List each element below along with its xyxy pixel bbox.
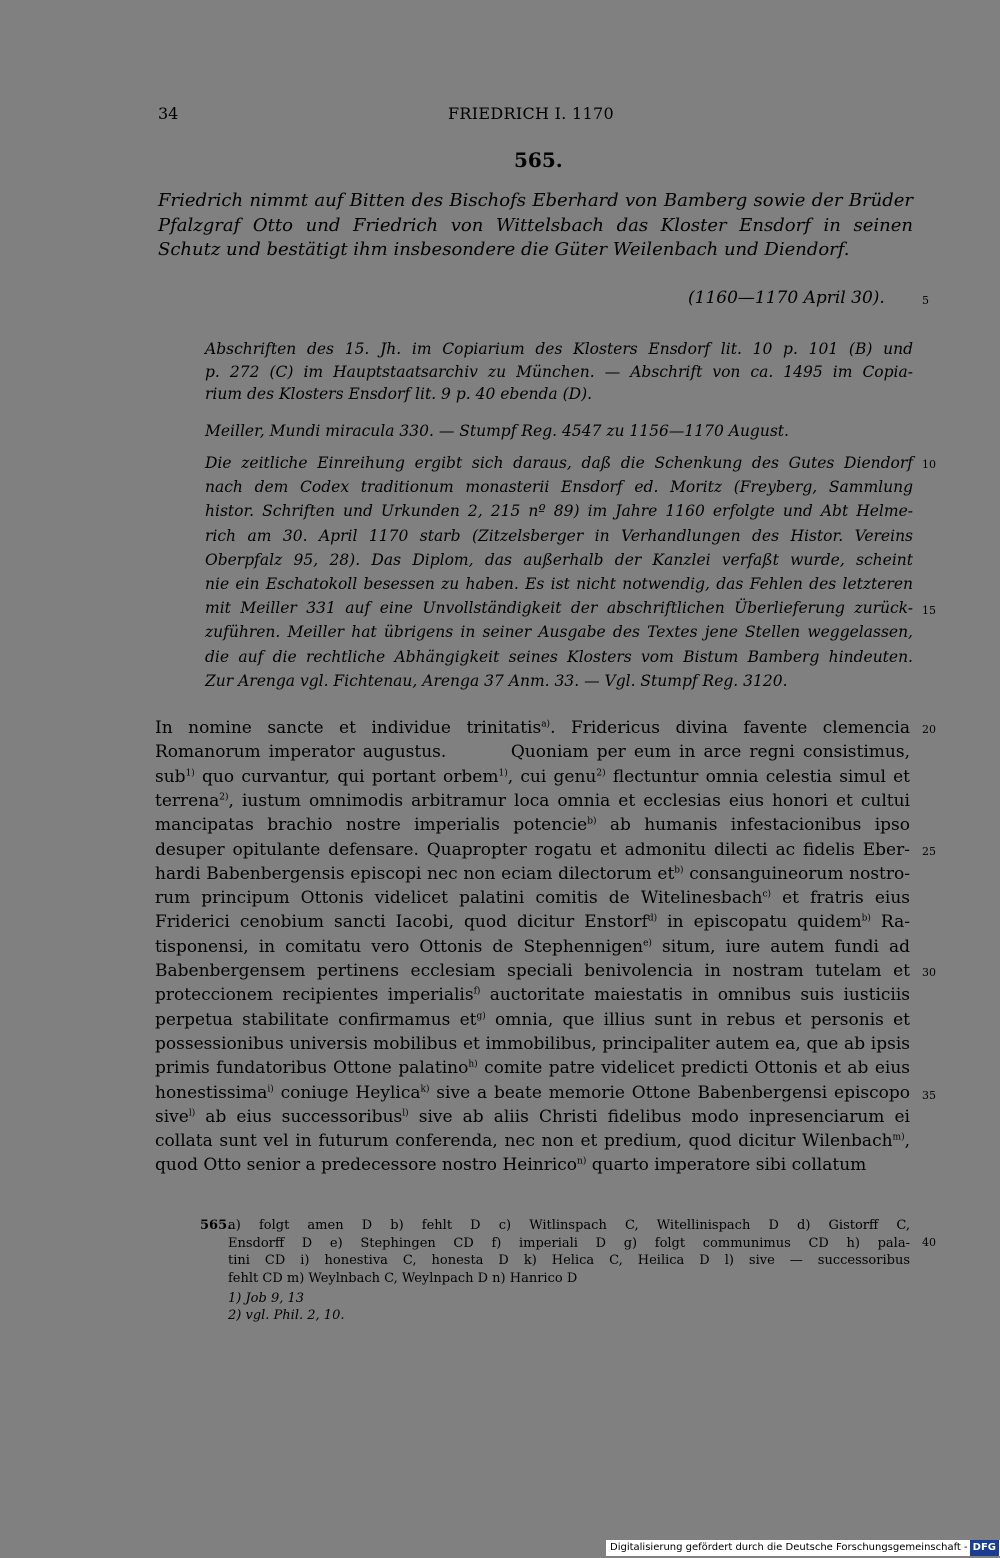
footnote-marker: e) [643,938,652,949]
text-line: primis fundatoribus Ottone palatino$^{h)}$ comite patre videlicet predicti Ottonis et ab eius [155,1058,910,1079]
citation-line: 1) Job 9, 13 [228,1291,305,1306]
footnote-marker: a) [541,719,551,730]
text-line: mancipatas brachio nostre imperialis potencie$^{b)}$ ab humanis infestacionibus ipso [155,815,910,836]
text-line: proteccionem recipientes imperialis$^{f)}$ auctoritate maiestatis in omnibus suis iusticiis [155,985,910,1006]
line-number: 30 [922,966,936,979]
line-number: 25 [922,845,936,858]
footnote-marker: h) [468,1059,478,1070]
apparatus-line: fehlt CD m) Weylnbach C, Weylnpach D n) Hanrico D [228,1270,578,1286]
regest-line: Schutz und bestätigt ihm insbesondere die Güter Weilenbach und Diendorf. [158,239,850,260]
page-number: 34 [158,104,179,123]
citation-line: 2) vgl. Phil. 2, 10. [228,1308,345,1323]
running-title: FRIEDRICH I. 1170 [448,104,614,123]
text-line: quod Otto senior a predecessore nostro Heinrico$^{n)}$ quarto imperatore sibi collatum [155,1155,867,1176]
footnote-marker: l) [188,1108,196,1119]
footnote-marker: d) [647,913,658,924]
commentary-line: Oberpfalz 95, 28). Das Diplom, das außerhalb der Kanzlei verfaßt wurde, scheint [205,550,913,569]
document-number: 565. [514,148,563,172]
text-line: sive$^{l)}$ ab eius successoribus$^{l)}$ sive ab aliis Christi fidelibus modo inpresenciarum ei [155,1106,910,1127]
commentary-line: Die zeitliche Einreihung ergibt sich daraus, daß die Schenkung des Gutes Diendorf [205,454,913,472]
text-line: desuper opitulante defensare. Quapropter rogatu et admonitu dilecti ac fidelis Eber- [155,839,910,860]
footnote-marker: m) [892,1132,905,1143]
commentary-line: nach dem Codex traditionum monasterii Ensdorf ed. Moritz (Freyberg, Sammlung [205,478,913,497]
dfg-logo: DFG [970,1540,999,1556]
footnote-marker: c) [762,889,771,900]
text-line: rum principum Ottonis videlicet palatini comitis de Witelinesbach$^{c)}$ et fratris eius [155,888,910,909]
footnote-marker: i) [267,1083,274,1094]
footnote-marker: g) [476,1010,486,1021]
text-line: Romanorum imperator augustus. Quoniam per eum in arce regni consistimus, [155,742,910,763]
footnote-marker: b) [587,816,597,827]
commentary-line: histor. Schriften und Urkunden 2, 215 nº 89) im Jahre 1160 erfolgte und Abt Helme- [205,502,913,521]
footnote-marker: n) [577,1156,587,1167]
source-line: rium des Klosters Ensdorf lit. 9 p. 40 ebenda (D). [205,385,593,403]
commentary-line: zuführen. Meiller hat übrigens in seiner Ausgabe des Textes jene Stellen weggelassen, [205,623,913,642]
footnote-marker: 1) [185,767,195,778]
commentary-line: Zur Arenga vgl. Fichtenau, Arenga 37 Anm. 33. — Vgl. Stumpf Reg. 3120. [205,671,788,690]
digitization-text: Digitalisierung gefördert durch die Deutsche Forschungsgemeinschaft - [610,1542,968,1553]
regest-line: Friedrich nimmt auf Bitten des Bischofs Eberhard von Bamberg sowie der Brüder [158,190,913,211]
text-line: In nomine sancte et individue trinitatis$^{a)}$. Fridericus divina favente clemencia [155,718,910,738]
text-line: hardi Babenbergensis episcopi nec non eciam dilectorum $et^{b)}$ consanguineorum nostro- [155,863,910,884]
source-line: p. 272 (C) im Hauptstaatsarchiv zu München. — Abschrift von ca. 1495 im Copia- [205,362,913,381]
commentary-line: nie ein Eschatokoll besessen zu haben. Es ist nicht notwendig, das Fehlen des letzteren [205,575,913,593]
document-date: (1160—1170 April 30). [688,288,885,308]
commentary-line: rich am 30. April 1170 starb (Zitzelsberger in Verhandlungen des Histor. Vereins [205,526,913,545]
line-number: 10 [922,458,936,471]
text-line: collata sunt vel in futurum conferenda, nec non et predium, quod dicitur Wilenbach$^{m)}$, [155,1131,910,1152]
line-number: 35 [922,1089,936,1102]
line-number: 40 [922,1236,936,1249]
text-line: honestissima$^{i)}$ coniuge Heylica$^{k)}$ sive a beate memorie Ottone Babenbergensi episcopo [155,1082,910,1103]
text-line: terrena$^{2)}$, iustum omnimodis arbitramur loca omnia et ecclesias eius honori et cultui [155,790,910,811]
commentary-line: mit Meiller 331 auf eine Unvollständigkeit der abschriftlichen Überlieferung zurück- [205,599,913,618]
footnote-marker: f) [473,986,481,997]
footnote-label: 565. [200,1218,232,1233]
footnote-marker: 2) [596,767,606,778]
commentary-line: die auf die rechtliche Abhängigkeit seines Klosters vom Bistum Bamberg hindeuten. [205,647,913,666]
text-line: sub$^{1)}$ quo curvantur, qui portant orbem$^{1)}$, cui genu$^{2)}$ flectuntur omnia celestia simul et [155,766,911,787]
footnote-marker: k) [420,1083,430,1094]
footnote-marker: 1) [498,767,508,778]
text-line: perpetua stabilitate confirmamus $et^{g)}$ omnia, que illius sunt in rebus et personis et [155,1009,910,1030]
source-line: Abschriften des 15. Jh. im Copiarium des Klosters Ensdorf lit. 10 p. 101 (B) und [205,340,913,358]
regest-line: Pfalzgraf Otto und Friedrich von Wittelsbach das Kloster Ensdorf in seinen [158,214,913,236]
apparatus-line: a) folgt amen D b) fehlt D c) Witlinspach C, Witellinispach D d) Gistorff C, [228,1218,910,1233]
text-line: possessionibus universis mobilibus et immobilibus, principaliter autem ea, que ab ipsis [155,1033,910,1054]
editions-line: Meiller, Mundi miracula 330. — Stumpf Reg. 4547 zu 1156—1170 August. [205,422,789,440]
footnote-marker: l) [402,1108,409,1119]
text-line: Babenbergensem pertinens ecclesiam speciali benivolencia in nostram tutelam et [155,961,910,981]
line-number: 5 [922,294,929,307]
footnote-marker: b) [861,913,871,924]
digitization-notice [606,1540,1000,1556]
apparatus-line: Ensdorff D e) Stephingen CD f) imperiali D g) folgt communimus CD h) pala- [228,1235,910,1251]
text-line: Friderici cenobium sancti Iacobi, quod dicitur Enstorf$^{d)}$ in episcopatu quidem$^{b)}$ Ra- [155,912,910,933]
text-line: tisponensi, in comitatu vero Ottonis de Stephennigen$^{e)}$ situm, iure autem fundi ad [155,936,910,957]
line-number: 20 [922,723,936,736]
apparatus-line: tini CD i) honestiva C, honesta D k) Helica C, Heilica D l) sive — successoribus [228,1253,910,1268]
line-number: 15 [922,604,936,617]
footnote-marker: 2) [219,792,229,803]
footnote-marker: b) [674,865,684,876]
